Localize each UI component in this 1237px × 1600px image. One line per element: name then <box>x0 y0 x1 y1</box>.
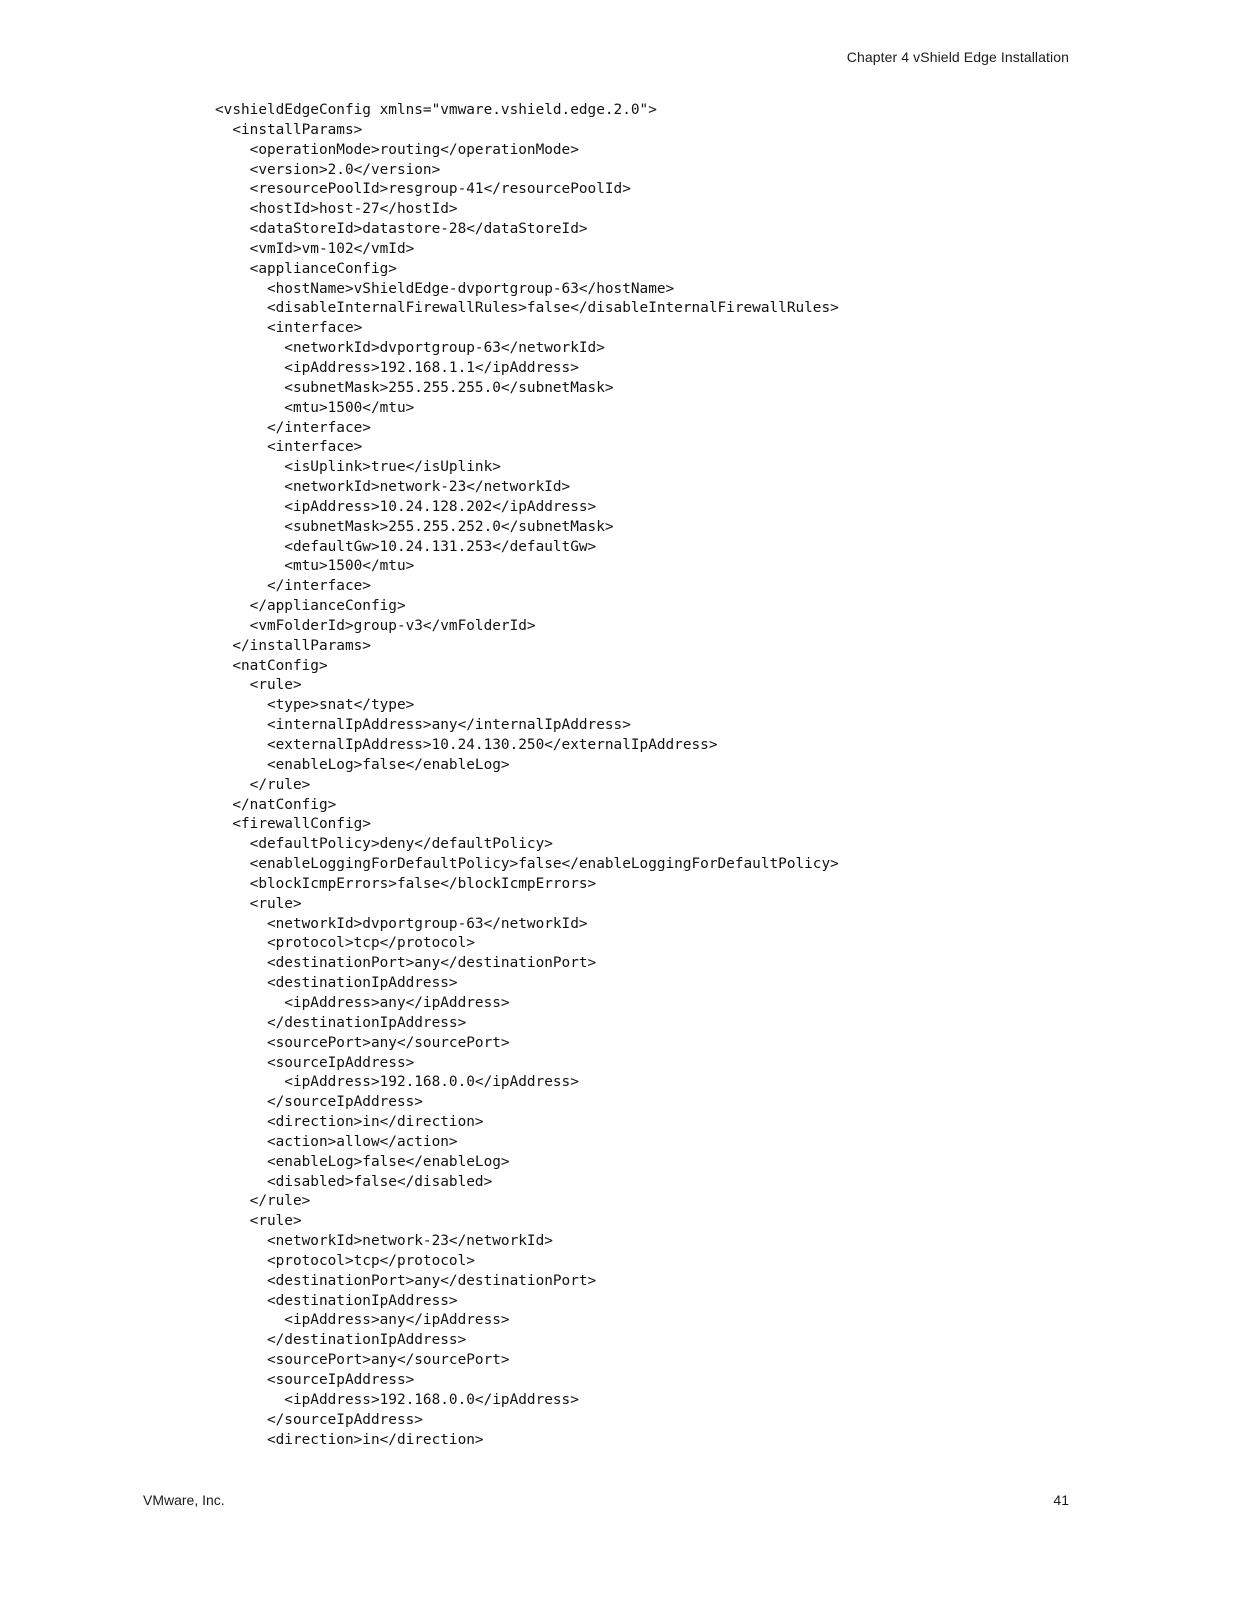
xml-code-block <box>215 101 839 1450</box>
code-line: </rule> <box>215 776 311 793</box>
code-line: <destinationIpAddress> <box>215 975 458 992</box>
code-line: <destinationPort>any</destinationPort> <box>215 1272 597 1289</box>
code-line: </destinationIpAddress> <box>215 1332 467 1349</box>
code-line: <dataStoreId>datastore-28</dataStoreId> <box>215 221 588 238</box>
code-line: <enableLoggingForDefaultPolicy>false</enableLoggingForDefaultPolicy> <box>215 856 839 873</box>
code-line: </applianceConfig> <box>215 598 406 615</box>
code-line: <subnetMask>255.255.252.0</subnetMask> <box>215 518 614 535</box>
code-line: <protocol>tcp</protocol> <box>215 935 475 952</box>
code-line: <mtu>1500</mtu> <box>215 558 415 575</box>
code-line: <sourceIpAddress> <box>215 1054 415 1071</box>
code-line: <interface> <box>215 439 363 456</box>
code-line: <ipAddress>any</ipAddress> <box>215 994 510 1011</box>
code-line: <networkId>network-23</networkId> <box>215 479 571 496</box>
code-line: <vmFolderId>group-v3</vmFolderId> <box>215 617 536 634</box>
code-line: <ipAddress>192.168.1.1</ipAddress> <box>215 359 579 376</box>
code-line: <ipAddress>192.168.0.0</ipAddress> <box>215 1391 579 1408</box>
code-line: <defaultGw>10.24.131.253</defaultGw> <box>215 538 597 555</box>
code-line: <hostName>vShieldEdge-dvportgroup-63</hostName> <box>215 280 675 297</box>
code-line: </sourceIpAddress> <box>215 1094 423 1111</box>
code-line: </interface> <box>215 578 371 595</box>
code-line: <vshieldEdgeConfig xmlns="vmware.vshield.edge.2.0"> <box>215 102 657 118</box>
code-line: <isUplink>true</isUplink> <box>215 459 501 476</box>
chapter-header: Chapter 4 vShield Edge Installation <box>846 49 1069 65</box>
code-line: <sourceIpAddress> <box>215 1372 415 1388</box>
code-line: <networkId>network-23</networkId> <box>215 1233 553 1250</box>
code-line: <enableLog>false</enableLog> <box>215 756 510 773</box>
code-line: <disabled>false</disabled> <box>215 1173 493 1190</box>
code-line: <ipAddress>any</ipAddress> <box>215 1312 510 1329</box>
code-line: <type>snat</type> <box>215 697 415 714</box>
code-line: <applianceConfig> <box>215 260 397 277</box>
code-line: </destinationIpAddress> <box>215 1014 467 1031</box>
code-line: </sourceIpAddress> <box>215 1411 423 1428</box>
code-line: <natConfig> <box>215 657 328 674</box>
code-line: </rule> <box>215 1193 311 1210</box>
code-line: <protocol>tcp</protocol> <box>215 1252 475 1269</box>
code-line: <ipAddress>192.168.0.0</ipAddress> <box>215 1074 579 1091</box>
code-line: <internalIpAddress>any</internalIpAddress> <box>215 717 631 734</box>
code-line: <rule> <box>215 1213 302 1230</box>
code-line: <action>allow</action> <box>215 1133 458 1150</box>
code-line: <destinationIpAddress> <box>215 1292 458 1309</box>
code-line: <disableInternalFirewallRules>false</disableInternalFirewallRules> <box>215 300 839 317</box>
code-line: <defaultPolicy>deny</defaultPolicy> <box>215 836 553 853</box>
code-line: <operationMode>routing</operationMode> <box>215 141 579 158</box>
code-line: <destinationPort>any</destinationPort> <box>215 955 597 972</box>
code-line: <vmId>vm-102</vmId> <box>215 240 415 257</box>
code-line: <direction>in</direction> <box>215 1431 484 1448</box>
code-line: <sourcePort>any</sourcePort> <box>215 1352 510 1369</box>
code-line: </natConfig> <box>215 796 337 813</box>
code-line: <rule> <box>215 895 302 912</box>
code-line: <rule> <box>215 677 302 694</box>
code-line: <networkId>dvportgroup-63</networkId> <box>215 340 605 357</box>
code-line: </interface> <box>215 419 371 436</box>
code-line: <hostId>host-27</hostId> <box>215 201 458 218</box>
code-line: <externalIpAddress>10.24.130.250</externalIpAddress> <box>215 737 718 753</box>
code-line: <direction>in</direction> <box>215 1114 484 1131</box>
code-line: <enableLog>false</enableLog> <box>215 1153 510 1170</box>
code-line: <version>2.0</version> <box>215 161 441 178</box>
code-line: <installParams> <box>215 121 363 138</box>
code-line: </installParams> <box>215 637 371 654</box>
code-line: <ipAddress>10.24.128.202</ipAddress> <box>215 498 597 515</box>
code-line: <interface> <box>215 320 363 337</box>
code-line: <sourcePort>any</sourcePort> <box>215 1034 510 1051</box>
page-number: 41 <box>1053 1492 1069 1508</box>
code-line: <resourcePoolId>resgroup-41</resourcePoolId> <box>215 181 631 198</box>
code-line: <networkId>dvportgroup-63</networkId> <box>215 915 588 932</box>
footer-publisher: VMware, Inc. <box>143 1492 225 1508</box>
code-line: <subnetMask>255.255.255.0</subnetMask> <box>215 379 614 396</box>
code-line: <firewallConfig> <box>215 816 371 833</box>
code-line: <mtu>1500</mtu> <box>215 399 415 416</box>
code-line: <blockIcmpErrors>false</blockIcmpErrors> <box>215 875 597 892</box>
